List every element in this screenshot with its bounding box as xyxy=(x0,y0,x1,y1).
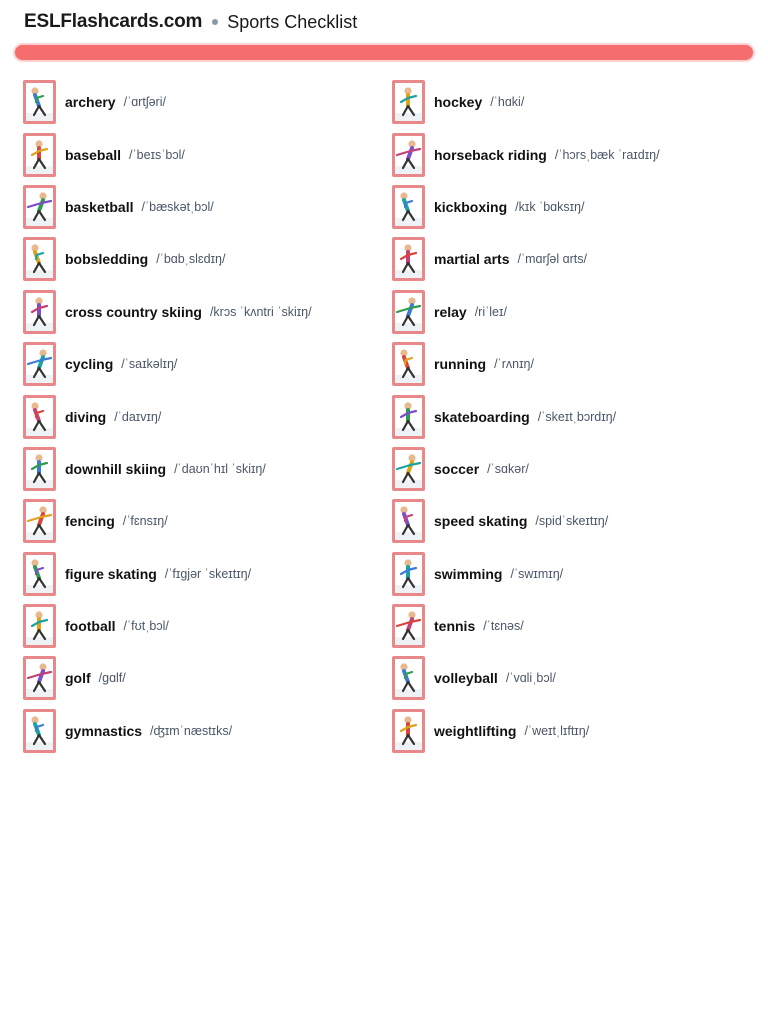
list-item xyxy=(23,338,373,390)
page-header xyxy=(24,9,357,35)
list-item xyxy=(392,286,742,338)
sport-word: weightlifting xyxy=(434,722,517,739)
kickboxing-icon xyxy=(392,185,425,229)
cross-country-skiing-icon xyxy=(23,290,56,334)
list-item xyxy=(23,76,373,128)
sport-pronunciation: /ˈweɪtˌlɪftɪŋ/ xyxy=(524,723,590,738)
sport-pronunciation: /ˈɑrtʃəri/ xyxy=(123,95,166,110)
list-item xyxy=(392,181,742,233)
sport-word: swimming xyxy=(434,565,503,582)
sport-pronunciation: /ˈhɔrsˌbæk ˈraɪdɪŋ/ xyxy=(554,147,660,162)
downhill-skiing-icon xyxy=(23,447,56,491)
football-icon xyxy=(23,604,56,648)
sport-word: skateboarding xyxy=(434,408,530,425)
sport-pronunciation: /ˈskeɪtˌbɔrdɪŋ/ xyxy=(537,409,617,424)
sport-pronunciation: /ˈbæskətˌbɔl/ xyxy=(141,199,214,214)
list-item xyxy=(392,128,742,180)
sport-word: volleyball xyxy=(434,670,498,687)
sport-word: cycling xyxy=(65,356,114,373)
sport-word: martial arts xyxy=(434,251,510,268)
sport-word: running xyxy=(434,356,487,373)
sport-word: fencing xyxy=(65,513,115,530)
list-item xyxy=(23,705,373,757)
list-item xyxy=(392,495,742,547)
list-item xyxy=(392,233,742,285)
list-item xyxy=(23,181,373,233)
list-item xyxy=(392,548,742,600)
sport-word: baseball xyxy=(65,146,122,163)
sport-word: gymnastics xyxy=(65,722,143,739)
sport-pronunciation: /ˈbeɪsˈbɔl/ xyxy=(129,147,185,162)
archery-icon xyxy=(23,80,56,124)
baseball-icon xyxy=(23,133,56,177)
list-item xyxy=(23,600,373,652)
page-title: Sports Checklist xyxy=(227,11,358,32)
list-item xyxy=(23,233,373,285)
separator-dot xyxy=(212,19,218,25)
sport-pronunciation: /gɑlf/ xyxy=(98,671,126,686)
list-item xyxy=(23,548,373,600)
list-item xyxy=(23,286,373,338)
golf-icon xyxy=(23,656,56,700)
sport-pronunciation: /ˈmɑrʃəl ɑrts/ xyxy=(517,252,587,267)
sport-word: tennis xyxy=(434,618,476,635)
sport-pronunciation: /ˈfɛnsɪŋ/ xyxy=(122,514,168,529)
skateboarding-icon xyxy=(392,395,425,439)
sport-word: basketball xyxy=(65,198,134,215)
sport-word: soccer xyxy=(434,460,480,477)
sport-pronunciation: /ˈdaʊnˈhɪl ˈskiɪŋ/ xyxy=(174,461,266,476)
list-item xyxy=(23,390,373,442)
list-item xyxy=(392,705,742,757)
sport-word: figure skating xyxy=(65,565,157,582)
sport-pronunciation: /spidˈskeɪtɪŋ/ xyxy=(535,514,609,529)
sport-word: speed skating xyxy=(434,513,528,530)
sport-pronunciation: /kɪk ˈbɑksɪŋ/ xyxy=(515,199,585,214)
list-item xyxy=(392,76,742,128)
weightlifting-icon xyxy=(392,709,425,753)
list-item xyxy=(23,443,373,495)
swimming-icon xyxy=(392,552,425,596)
cycling-icon xyxy=(23,342,56,386)
sport-word: football xyxy=(65,618,116,635)
site-brand[interactable]: ESLFlashcards.com xyxy=(24,11,203,32)
sport-pronunciation: /krɔs ˈkʌntri ˈskiɪŋ/ xyxy=(209,304,312,319)
horseback-riding-icon xyxy=(392,133,425,177)
bobsledding-icon xyxy=(23,237,56,281)
volleyball-icon xyxy=(392,656,425,700)
figure-skating-icon xyxy=(23,552,56,596)
list-item xyxy=(392,443,742,495)
sport-word: cross country skiing xyxy=(65,303,202,320)
sport-word: archery xyxy=(65,94,116,111)
soccer-icon xyxy=(392,447,425,491)
sport-pronunciation: /ˈhɑki/ xyxy=(490,95,525,110)
list-item xyxy=(23,495,373,547)
list-item xyxy=(392,600,742,652)
sport-pronunciation: /riˈleɪ/ xyxy=(474,304,507,319)
sport-word: bobsledding xyxy=(65,251,149,268)
sport-word: relay xyxy=(434,303,467,320)
list-item xyxy=(392,652,742,704)
sport-word: downhill skiing xyxy=(65,460,167,477)
diving-icon xyxy=(23,395,56,439)
relay-icon xyxy=(392,290,425,334)
sport-word: kickboxing xyxy=(434,198,508,215)
header-divider xyxy=(15,45,753,60)
fencing-icon xyxy=(23,499,56,543)
sport-pronunciation: /ˈbɑbˌslɛdɪŋ/ xyxy=(156,252,226,267)
sport-pronunciation: /ˈsɑkər/ xyxy=(487,461,529,476)
sport-word: golf xyxy=(65,670,91,687)
sport-word: diving xyxy=(65,408,107,425)
sport-word: hockey xyxy=(434,94,483,111)
sport-pronunciation: /ʤɪmˈnæstɪks/ xyxy=(150,723,233,738)
sport-pronunciation: /ˈfʊtˌbɔl/ xyxy=(123,619,169,634)
tennis-icon xyxy=(392,604,425,648)
sport-pronunciation: /ˈswɪmɪŋ/ xyxy=(510,566,564,581)
sport-word: horseback riding xyxy=(434,146,547,163)
sport-pronunciation: /ˈtɛnəs/ xyxy=(483,619,524,634)
gymnastics-icon xyxy=(23,709,56,753)
sport-pronunciation: /ˈsaɪkəlɪŋ/ xyxy=(121,357,178,372)
list-item xyxy=(392,390,742,442)
speed-skating-icon xyxy=(392,499,425,543)
hockey-icon xyxy=(392,80,425,124)
sport-pronunciation: /ˈdaɪvɪŋ/ xyxy=(114,409,162,424)
martial-arts-icon xyxy=(392,237,425,281)
list-item xyxy=(23,652,373,704)
checklist-column-left xyxy=(23,76,373,757)
basketball-icon xyxy=(23,185,56,229)
running-icon xyxy=(392,342,425,386)
list-item xyxy=(392,338,742,390)
sport-pronunciation: /ˈvɑliˌbɔl/ xyxy=(505,671,556,686)
sport-pronunciation: /ˈfɪgjər ˈskeɪtɪŋ/ xyxy=(164,566,252,581)
list-item xyxy=(23,128,373,180)
sport-pronunciation: /ˈrʌnɪŋ/ xyxy=(494,357,534,372)
checklist-column-right xyxy=(392,76,742,757)
